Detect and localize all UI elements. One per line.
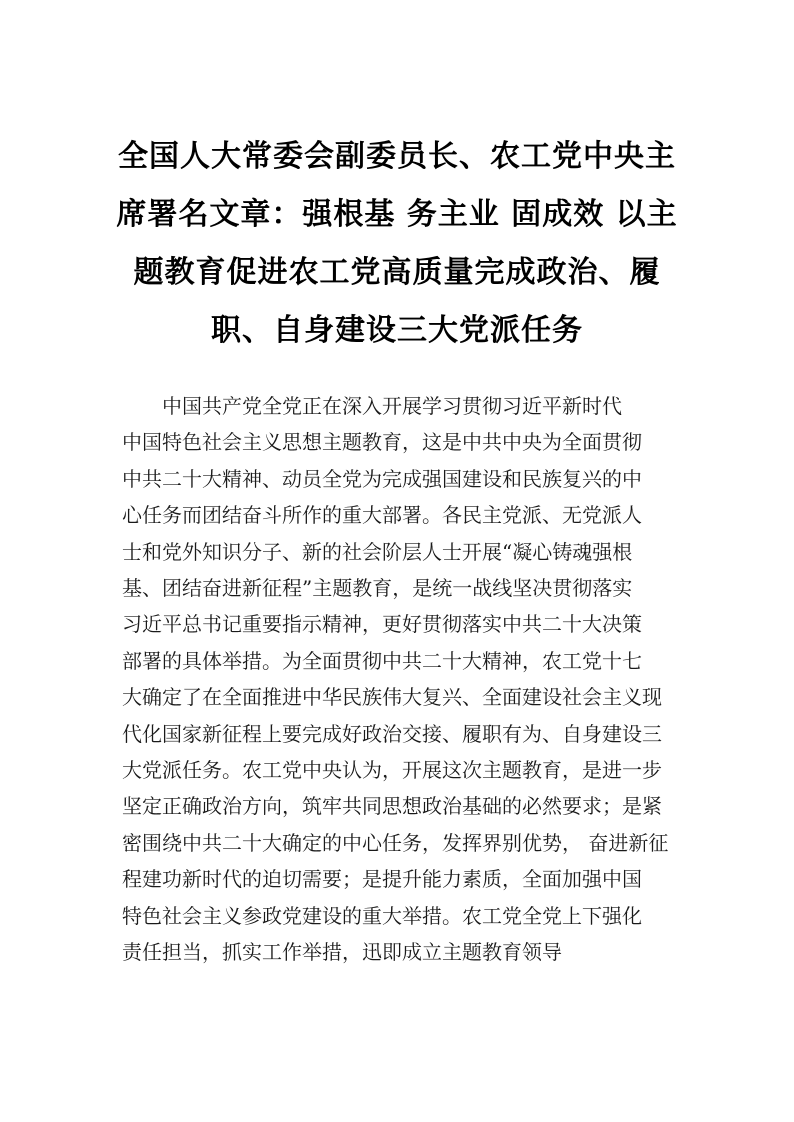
body-paragraph	[122, 388, 682, 971]
body-line: 心任务而团结奋斗所作的重大部署。各民主党派、无党派人	[122, 503, 642, 528]
body-line: 中共二十大精神、动员全党为完成强国建设和民族复兴的中	[122, 466, 642, 491]
body-line: 大确定了在全面推进中华民族伟大复兴、全面建设社会主义现	[122, 685, 662, 710]
body-line: 中国共产党全党正在深入开展学习贯彻习近平新时代	[162, 394, 622, 418]
body-line: 大党派任务。农工党中央认为，开展这次主题教育，是进一步	[122, 758, 662, 783]
document-title	[110, 128, 684, 360]
title-line: 全国人大常委会副委员长、农工党中央主	[118, 139, 676, 174]
body-line: 代化国家新征程上要完成好政治交接、履职有为、自身建设三	[122, 721, 662, 746]
title-line: 题教育促进农工党高质量完成政治、履	[133, 255, 661, 290]
body-line: 基、团结奋进新征程”主题教育，是统一战线坚决贯彻落实	[122, 576, 633, 601]
body-line: 责任担当，抓实工作举措，迅即成立主题教育领导	[122, 940, 562, 965]
body-line: 特色社会主义参政党建设的重大举措。农工党全党上下强化	[122, 903, 642, 928]
body-line: 习近平总书记重要指示精神，更好贯彻落实中共二十大决策	[122, 612, 642, 637]
title-line: 职、自身建设三大党派任务	[211, 313, 583, 348]
body-line: 密围绕中共二十大确定的中心任务，发挥界别优势， 奋进新征	[122, 830, 669, 855]
body-line: 程建功新时代的迫切需要；是提升能力素质，全面加强中国	[122, 867, 642, 892]
body-line: 士和党外知识分子、新的社会阶层人士开展“凝心铸魂强根	[122, 539, 633, 564]
body-line: 坚定正确政治方向，筑牢共同思想政治基础的必然要求；是紧	[122, 794, 662, 819]
title-line: 席署名文章：强根基 务主业 固成效 以主	[116, 197, 678, 232]
body-line: 部署的具体举措。为全面贯彻中共二十大精神，农工党十七	[122, 648, 642, 673]
body-line: 中国特色社会主义思想主题教育，这是中共中央为全面贯彻	[122, 430, 642, 455]
